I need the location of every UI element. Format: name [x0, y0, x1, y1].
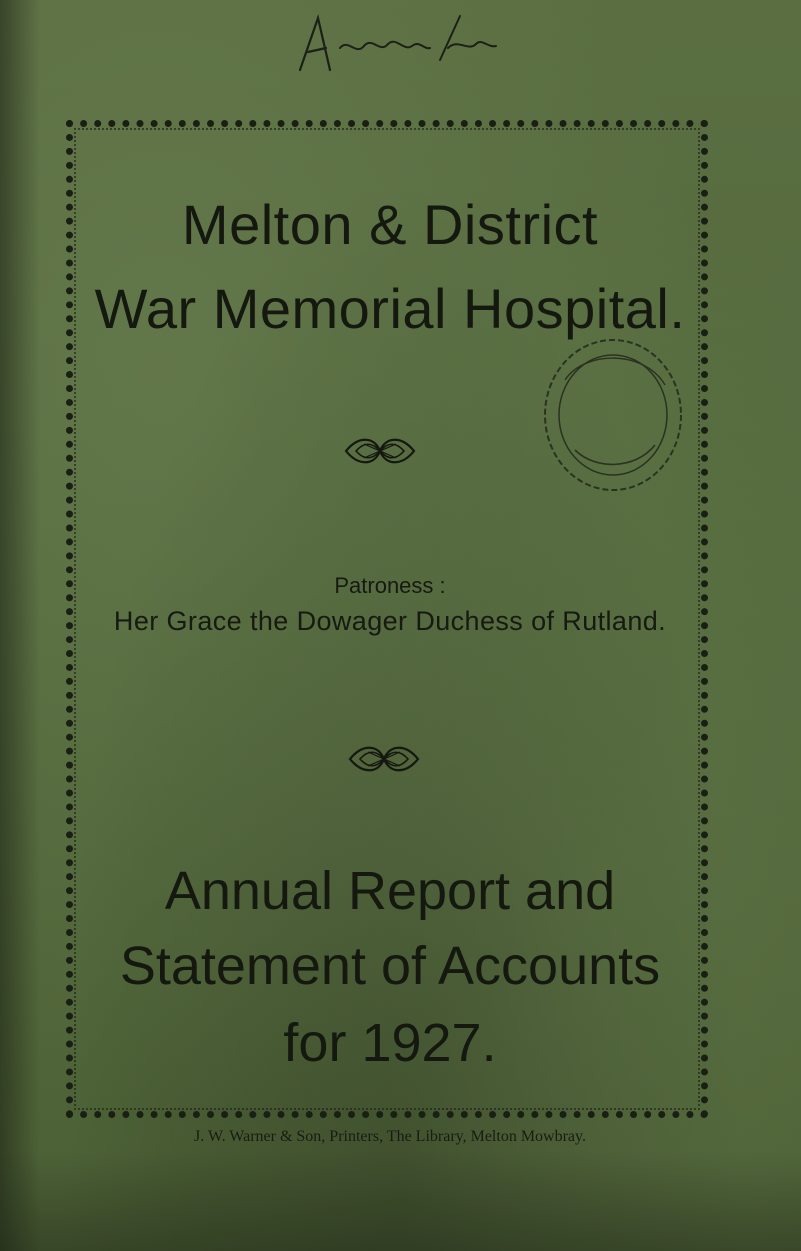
decorative-ornament-middle — [348, 740, 420, 778]
hospital-title-line1: Melton & District — [181, 193, 599, 256]
printer-imprint: J. W. Warner & Son, Printers, The Library, Melton Mowbray. — [194, 1128, 586, 1145]
report-year-line: for 1927. — [283, 1013, 497, 1073]
patroness-name: Her Grace the Dowager Duchess of Rutland. — [113, 606, 667, 636]
library-stamp — [535, 330, 690, 500]
handwritten-annotation — [290, 8, 520, 78]
report-title-line1: Annual Report and — [164, 861, 616, 921]
patroness-label: Patroness : — [334, 573, 446, 598]
decorative-ornament-top — [344, 432, 416, 470]
page-edge-shadow — [0, 0, 40, 1251]
hospital-title-line2: War Memorial Hospital. — [94, 277, 686, 340]
report-title-line2: Statement of Accounts — [119, 936, 661, 996]
page-bottom-shadow — [0, 1150, 801, 1251]
